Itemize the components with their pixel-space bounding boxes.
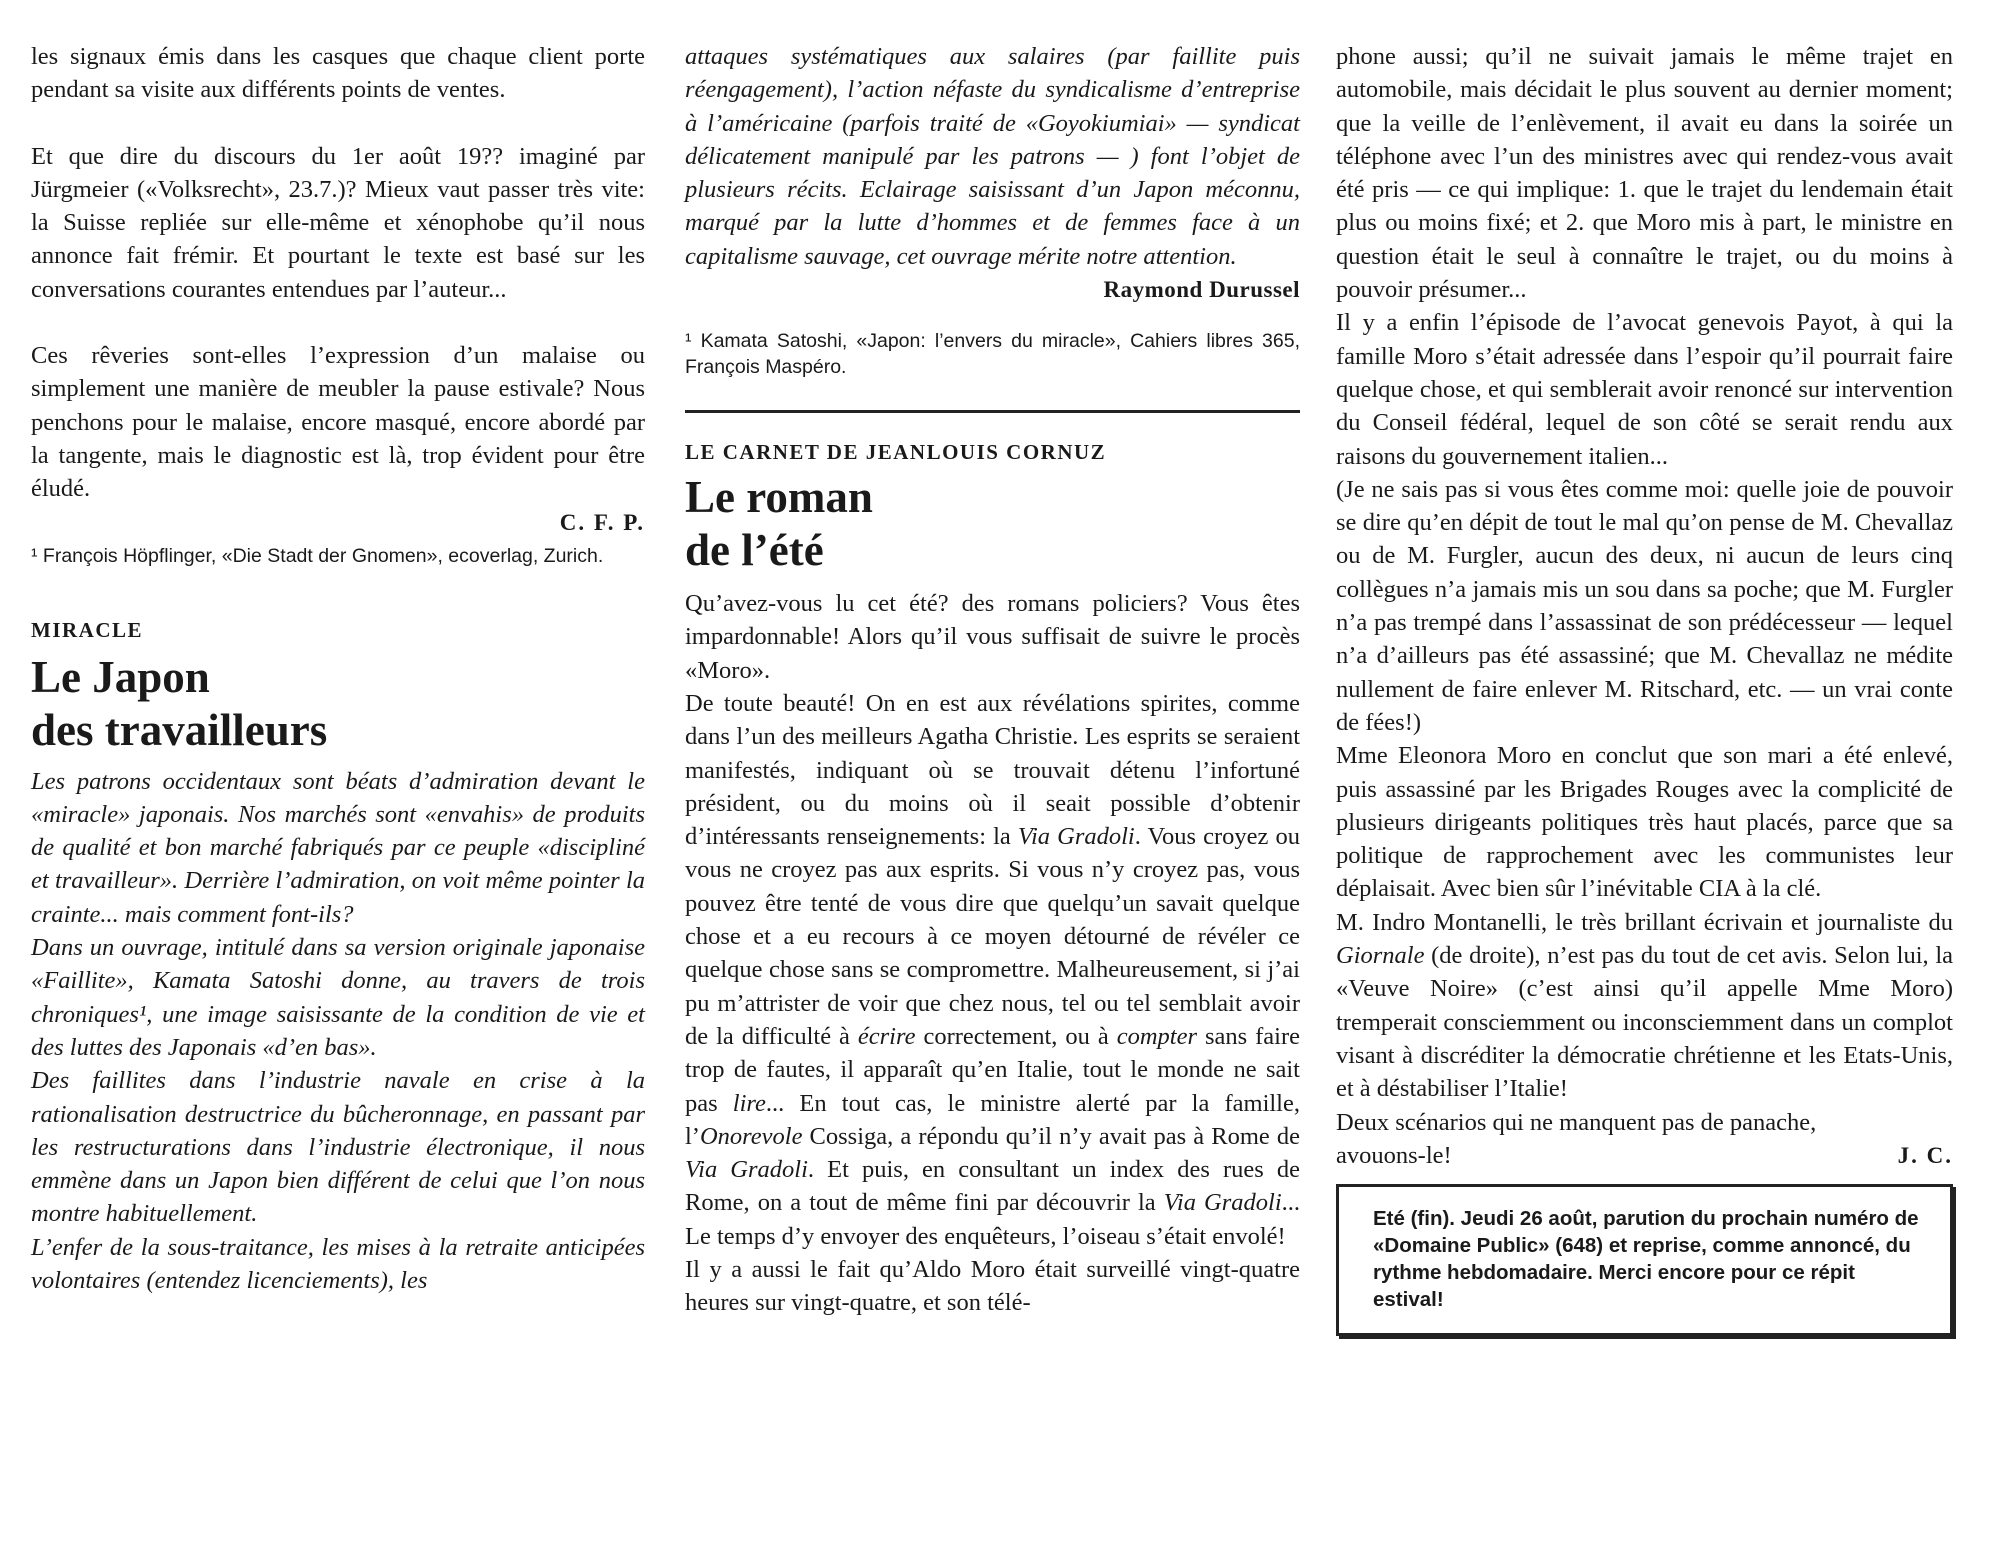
- paragraph: phone aussi; qu’il ne suivait jamais le même trajet en automobile, mais décidait le plus souvent au dernier moment; que la veille de l’enlèvement, il avait eu dans la soirée un téléphone avec l’un des ministres avec qui rendez-vous avait été pris — ce qui implique: 1. que le trajet du lendemain était plus ou moins fixé; et 2. que Moro mis à part, le ministre en question était le seul à connaître le trajet, ou du moins à pouvoir présumer...: [1336, 43, 1953, 304]
- lead-paragraph: Des faillites dans l’industrie navale en crise à la rationalisation destructrice du bûcheronnage, en passant par les restructurations dans l’industrie électronique, il nous emmène dans un Japon bien différent de celui que l’on nous montre habituellement.: [31, 1067, 645, 1228]
- paragraph: Il y a enfin l’épisode de l’avocat genevois Payot, à qui la famille Moro s’était adressée dans l’espoir qu’il pourrait faire quelque chose, et qui semblerait avoir renoncé sur intervention du Conseil fédéral, lequel de son côté se serait rendu aux raisons du gouvernement italien...: [1336, 309, 1953, 470]
- lead-paragraph: Dans un ouvrage, intitulé dans sa version originale japonaise «Faillite», Kamata Satoshi donne, au travers de trois chroniques¹, une image saisissante de la condition de vie et des luttes des Japonais «d’en bas».: [31, 934, 645, 1061]
- lead-paragraph: Les patrons occidentaux sont béats d’admiration devant le «miracle» japonais. Nos marchés sont «envahis» de produits de qualité et bon marché fabriqués par ce peuple «discipliné et travailleur». Derrière l’admiration, on voit même pointer la crainte... mais comment font-ils?: [31, 767, 645, 928]
- closing-line: [1336, 1139, 1953, 1172]
- section-kicker: MIRACLE: [31, 617, 144, 642]
- article-title-line: des travailleurs: [31, 704, 328, 755]
- paragraph: Il y a aussi le fait qu’Aldo Moro était surveillé vingt-quatre heures sur vingt-quatre, et son télé-: [685, 1256, 1300, 1317]
- column-right: [1336, 40, 1953, 1336]
- article-title-line: de l’été: [685, 525, 824, 576]
- notice-box: Eté (fin). Jeudi 26 août, parution du prochain numéro de «Domaine Public» (648) et reprise, comme annoncé, du rythme hebdomadaire. Merci encore pour ce répit estival!: [1336, 1184, 1953, 1336]
- article-title: [685, 471, 1300, 577]
- paragraph: Qu’avez-vous lu cet été? des romans policiers? Vous êtes impardonnable! Alors qu’il vous suffisait de suivre le procès «Moro».: [685, 590, 1300, 684]
- paragraph: Mme Eleonora Moro en conclut que son mari a été enlevé, puis assassiné par les Brigades Rouges avec la complicité de plusieurs dirigeants politiques très haut placés, parce que sa politique de rapprochement avec les communistes leur déplaisait. Avec bien sûr l’inévitable CIA à la clé.: [1336, 742, 1953, 903]
- article-title: [31, 651, 645, 757]
- lead-paragraph: attaques systématiques aux salaires (par faillite puis réengagement), l’action néfaste du syndicalisme d’entreprise à l’américaine (parfois traité de «Goyokiumiai» — syndicat délicatement manipulé par les patrons — ) font l’objet de plusieurs récits. Eclairage saisissant d’un Japon méconnu, marqué par la lutte d’hommes et de femmes face à un capitalisme sauvage, cet ouvrage mérite notre attention.: [685, 43, 1300, 270]
- paragraph: (Je ne sais pas si vous êtes comme moi: quelle joie de pouvoir se dire qu’en dépit de tout le mal qu’on pense de M. Chevallaz ou de M. Furgler, aucun des deux, ni aucun de leurs cinq collègues n’a jamais mis un sou dans sa poche; que M. Furgler n’a pas trempé dans l’assassinat de son prédécesseur — lequel n’a d’ailleurs pas été assassiné; que M. Chevallaz ne médite nullement de faire enlever M. Ritschard, etc. — un vrai conte de fées!): [1336, 475, 1953, 736]
- paragraph: avouons-le!: [1336, 1141, 1452, 1169]
- signature: C. F. P.: [559, 509, 645, 535]
- lead-paragraph: L’enfer de la sous-traitance, les mises à la retraite anticipées volontaires (entendez licenciements), les: [31, 1233, 645, 1295]
- paragraph: M. Indro Montanelli, le très brillant écrivain et journaliste du Giornale (de droite), n’est pas du tout de cet avis. Selon lui, la «Veuve Noire» (c’est ainsi qu’il appelle Mme Moro) tremperait consciemment ou inconsciemment dans un complot visant à discréditer la démocratie chrétienne et les Etats-Unis, et à déstabiliser l’Italie!: [1336, 908, 1953, 1103]
- footnote: ¹ Kamata Satoshi, «Japon: l’envers du miracle», Cahiers libres 365, François Maspéro.: [685, 330, 1300, 379]
- paragraph: Deux scénarios qui ne manquent pas de panache,: [1336, 1108, 1817, 1136]
- section-divider: [685, 410, 1300, 413]
- article-title-line: Le roman: [685, 472, 873, 523]
- paragraph: De toute beauté! On en est aux révélations spirites, comme dans l’un des meilleurs Agatha Christie. Les esprits se seraient manifestés, indiquant où se trouvait détenu l’infortuné président, ou du moins où il seait possible d’obtenir d’intéressants renseignements: la Via Gradoli. Vous croyez ou vous ne croyez pas aux esprits. Si vous n’y croyez pas, vous pouvez être tenté de vous dire que quelqu’un savait quelque chose et a eu recours à ce moyen détourné de révéler ce quelque chose sans se compromettre. Malheureusement, si j’ai pu m’attrister de voir que chez nous, tel ou tel semblait avoir de la difficulté à écrire correctement, ou à compter sans faire trop de fautes, il apparaît qu’en Italie, tout le monde ne sait pas lire... En tout cas, le ministre alerté par la famille, l’Onorevole Cossiga, a répondu qu’il n’y avait pas à Rome de Via Gradoli. Et puis, en consultant un index des rues de Rome, on a tout de même fini par découvrir la Via Gradoli... Le temps d’y envoyer des enquêteurs, l’oiseau s’était envolé!: [685, 689, 1301, 1250]
- article-title-line: Le Japon: [31, 651, 210, 702]
- signature: J. C.: [1897, 1142, 1953, 1168]
- paragraph: les signaux émis dans les casques que chaque client porte pendant sa visite aux différents points de ventes.: [31, 43, 645, 104]
- paragraph: Et que dire du discours du 1er août 19?? imaginé par Jürgmeier («Volksrecht», 23.7.)? Mieux vaut passer très vite: la Suisse repliée sur elle-même et xénophobe qu’il nous annonce fait frémir. Et pourtant le texte est basé sur les conversations courantes entendues par l’auteur...: [31, 142, 645, 303]
- signature: Raymond Durussel: [1103, 277, 1300, 303]
- paragraph: Ces rêveries sont-elles l’expression d’un malaise ou simplement une manière de meubler la pause estivale? Nous penchons pour le malaise, encore masqué, encore abordé par la tangente, mais le diagnostic est là, trop évident pour être éludé.: [31, 342, 645, 503]
- column-left: [31, 40, 645, 1297]
- section-kicker: LE CARNET DE JEANLOUIS CORNUZ: [685, 440, 1107, 465]
- column-middle: [685, 40, 1300, 1320]
- footnote: ¹ François Höpflinger, «Die Stadt der Gnomen», ecoverlag, Zurich.: [31, 544, 604, 567]
